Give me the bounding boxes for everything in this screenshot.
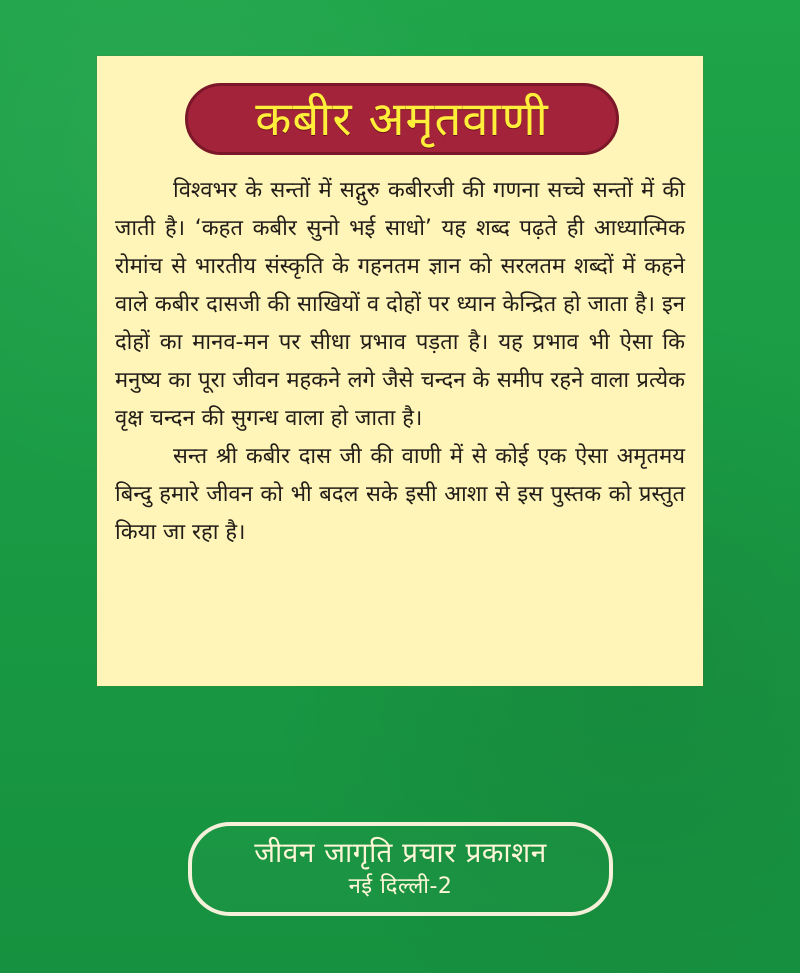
- publisher-name: जीवन जागृति प्रचार प्रकाशन: [254, 836, 547, 869]
- publisher-badge: [188, 822, 613, 916]
- description-text: [115, 172, 685, 552]
- publisher-city: नई दिल्ली-2: [348, 874, 453, 900]
- description-paragraph-2: सन्त श्री कबीर दास जी की वाणी में से कोई एक ऐसा अमृतमय बिन्दु हमारे जीवन को भी बदल सके इसी आशा से इस पुस्तक को प्रस्तुत किया जा रहा है।: [115, 444, 685, 545]
- book-title-badge: [185, 83, 619, 155]
- book-title: कबीर अमृतवाणी: [255, 91, 549, 147]
- description-panel: [97, 56, 703, 686]
- description-paragraph-1: विश्वभर के सन्तों में सद्गुरु कबीरजी की गणना सच्चे सन्तों में की जाती है। ‘कहत कबीर सुनो भई साधो’ यह शब्द पढ़ते ही आध्यात्मिक रोमांच से भारतीय संस्कृति के गहनतम ज्ञान को सरलतम शब्दों में कहने वाले कबीर दासजी की साखियों व दोहों पर ध्यान केन्द्रित हो जाता है। इन दोहों का मानव-मन पर सीधा प्रभाव पड़ता है। यह प्रभाव भी ऐसा कि मनुष्य का पूरा जीवन महकने लगे जैसे चन्दन के समीप रहने वाला प्रत्येक वृक्ष चन्दन की सुगन्ध वाला हो जाता है।: [115, 178, 685, 431]
